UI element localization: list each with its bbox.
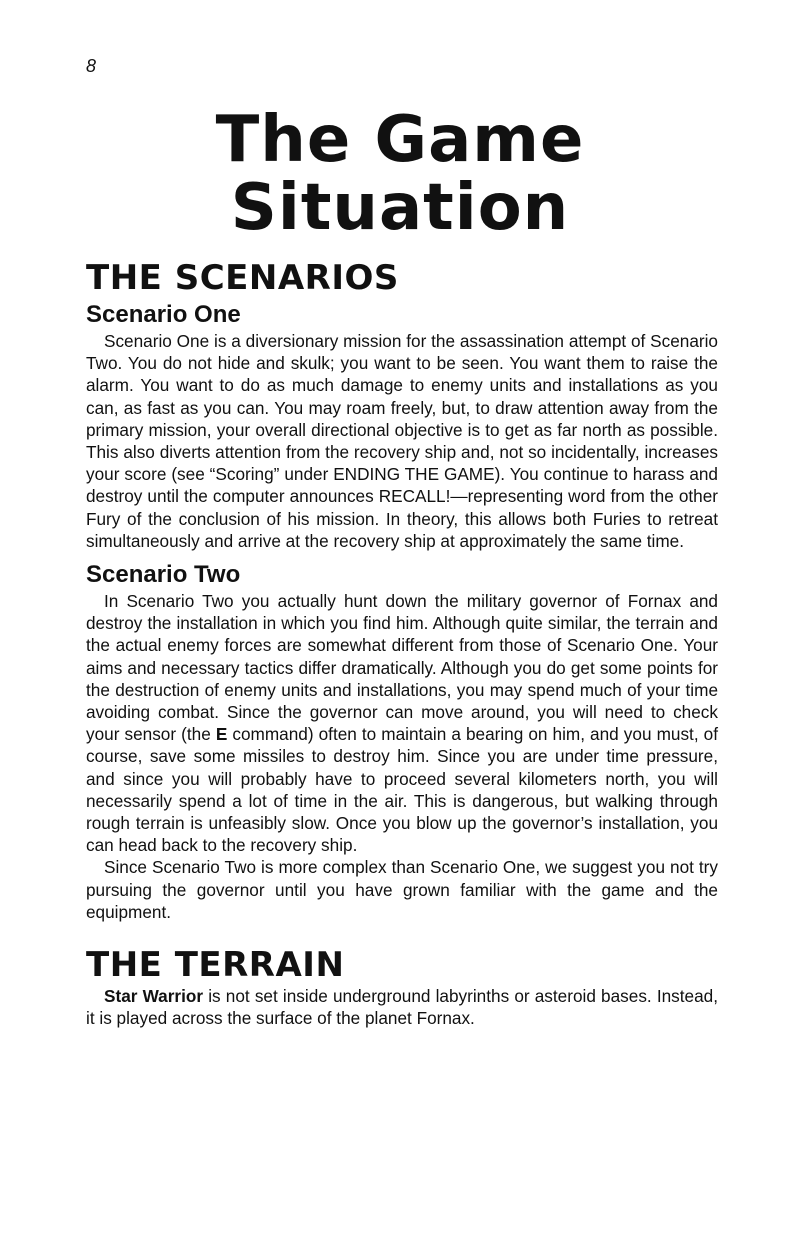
scenario-one-heading: Scenario One [86, 301, 241, 328]
page-title [130, 103, 670, 245]
terrain-heading: THE TERRAIN [86, 945, 345, 986]
title-line-2: Situation [230, 171, 570, 245]
scenario-two-paragraph-1 [86, 590, 718, 856]
sensor-command-key: E [215, 724, 228, 745]
game-name: Star Warrior [104, 986, 204, 1007]
page-content [86, 258, 718, 1029]
scenario-two-text-a: In Scenario Two you actually hunt down the military governor of Fornax and destroy the installation in which you find him. Although quite similar, the terrain and the actual enemy forces are somewhat different from those of Scenario One. Your aims and necessary tactics differ dramatically. Although you do get some points for the destruction of enemy units and installations, you may spend much of your time avoiding combat. Since the governor can move around, you will need to check your sensor (the [86, 591, 718, 745]
scenario-two-text-b: command) often to maintain a bearing on him, and you must, of course, save some missiles to destroy him. Since you are under time pressure, and since you will probably have to proceed several kilometers north, you will necessarily spend a lot of time in the air. This is dangerous, but walking through rough terrain is unfeasibly slow. Once you blow up the governor’s installation, you can head back to the recovery ship. [86, 724, 718, 856]
terrain-text: is not set inside underground labyrinths or asteroid bases. Instead, it is played across the surface of the planet Fornax. [86, 986, 718, 1029]
scenario-two-heading: Scenario Two [86, 561, 241, 589]
page-number: 8 [86, 56, 97, 76]
scenario-two-paragraph-2: Since Scenario Two is more complex than Scenario One, we suggest you not try pursuing the governor until you have grown familiar with the game and the equipment. [86, 857, 718, 922]
scenario-one-paragraph: Scenario One is a diversionary mission for the assassination attempt of Scenario Two. You do not hide and skulk; you want to be seen. You want them to raise the alarm. You want to do as much damage to enemy units and installations as you can, as fast as you can. You may roam freely, but, to draw attention away from the primary mission, your overall directional objective is to get as far north as possible. This also diverts attention from the recovery ship and, not so incidentally, increases your score (see “Scoring” under ENDING THE GAME). You continue to harass and destroy until the computer announces RECALL!—representing word from the other Fury of the conclusion of his mission. In theory, this allows both Furies to retreat simultaneously and arrive at the recovery ship at approximately the same time. [86, 331, 718, 551]
title-line-1: The Game [215, 103, 585, 177]
scenarios-heading: THE SCENARIOS [86, 258, 399, 298]
terrain-paragraph [86, 985, 718, 1029]
